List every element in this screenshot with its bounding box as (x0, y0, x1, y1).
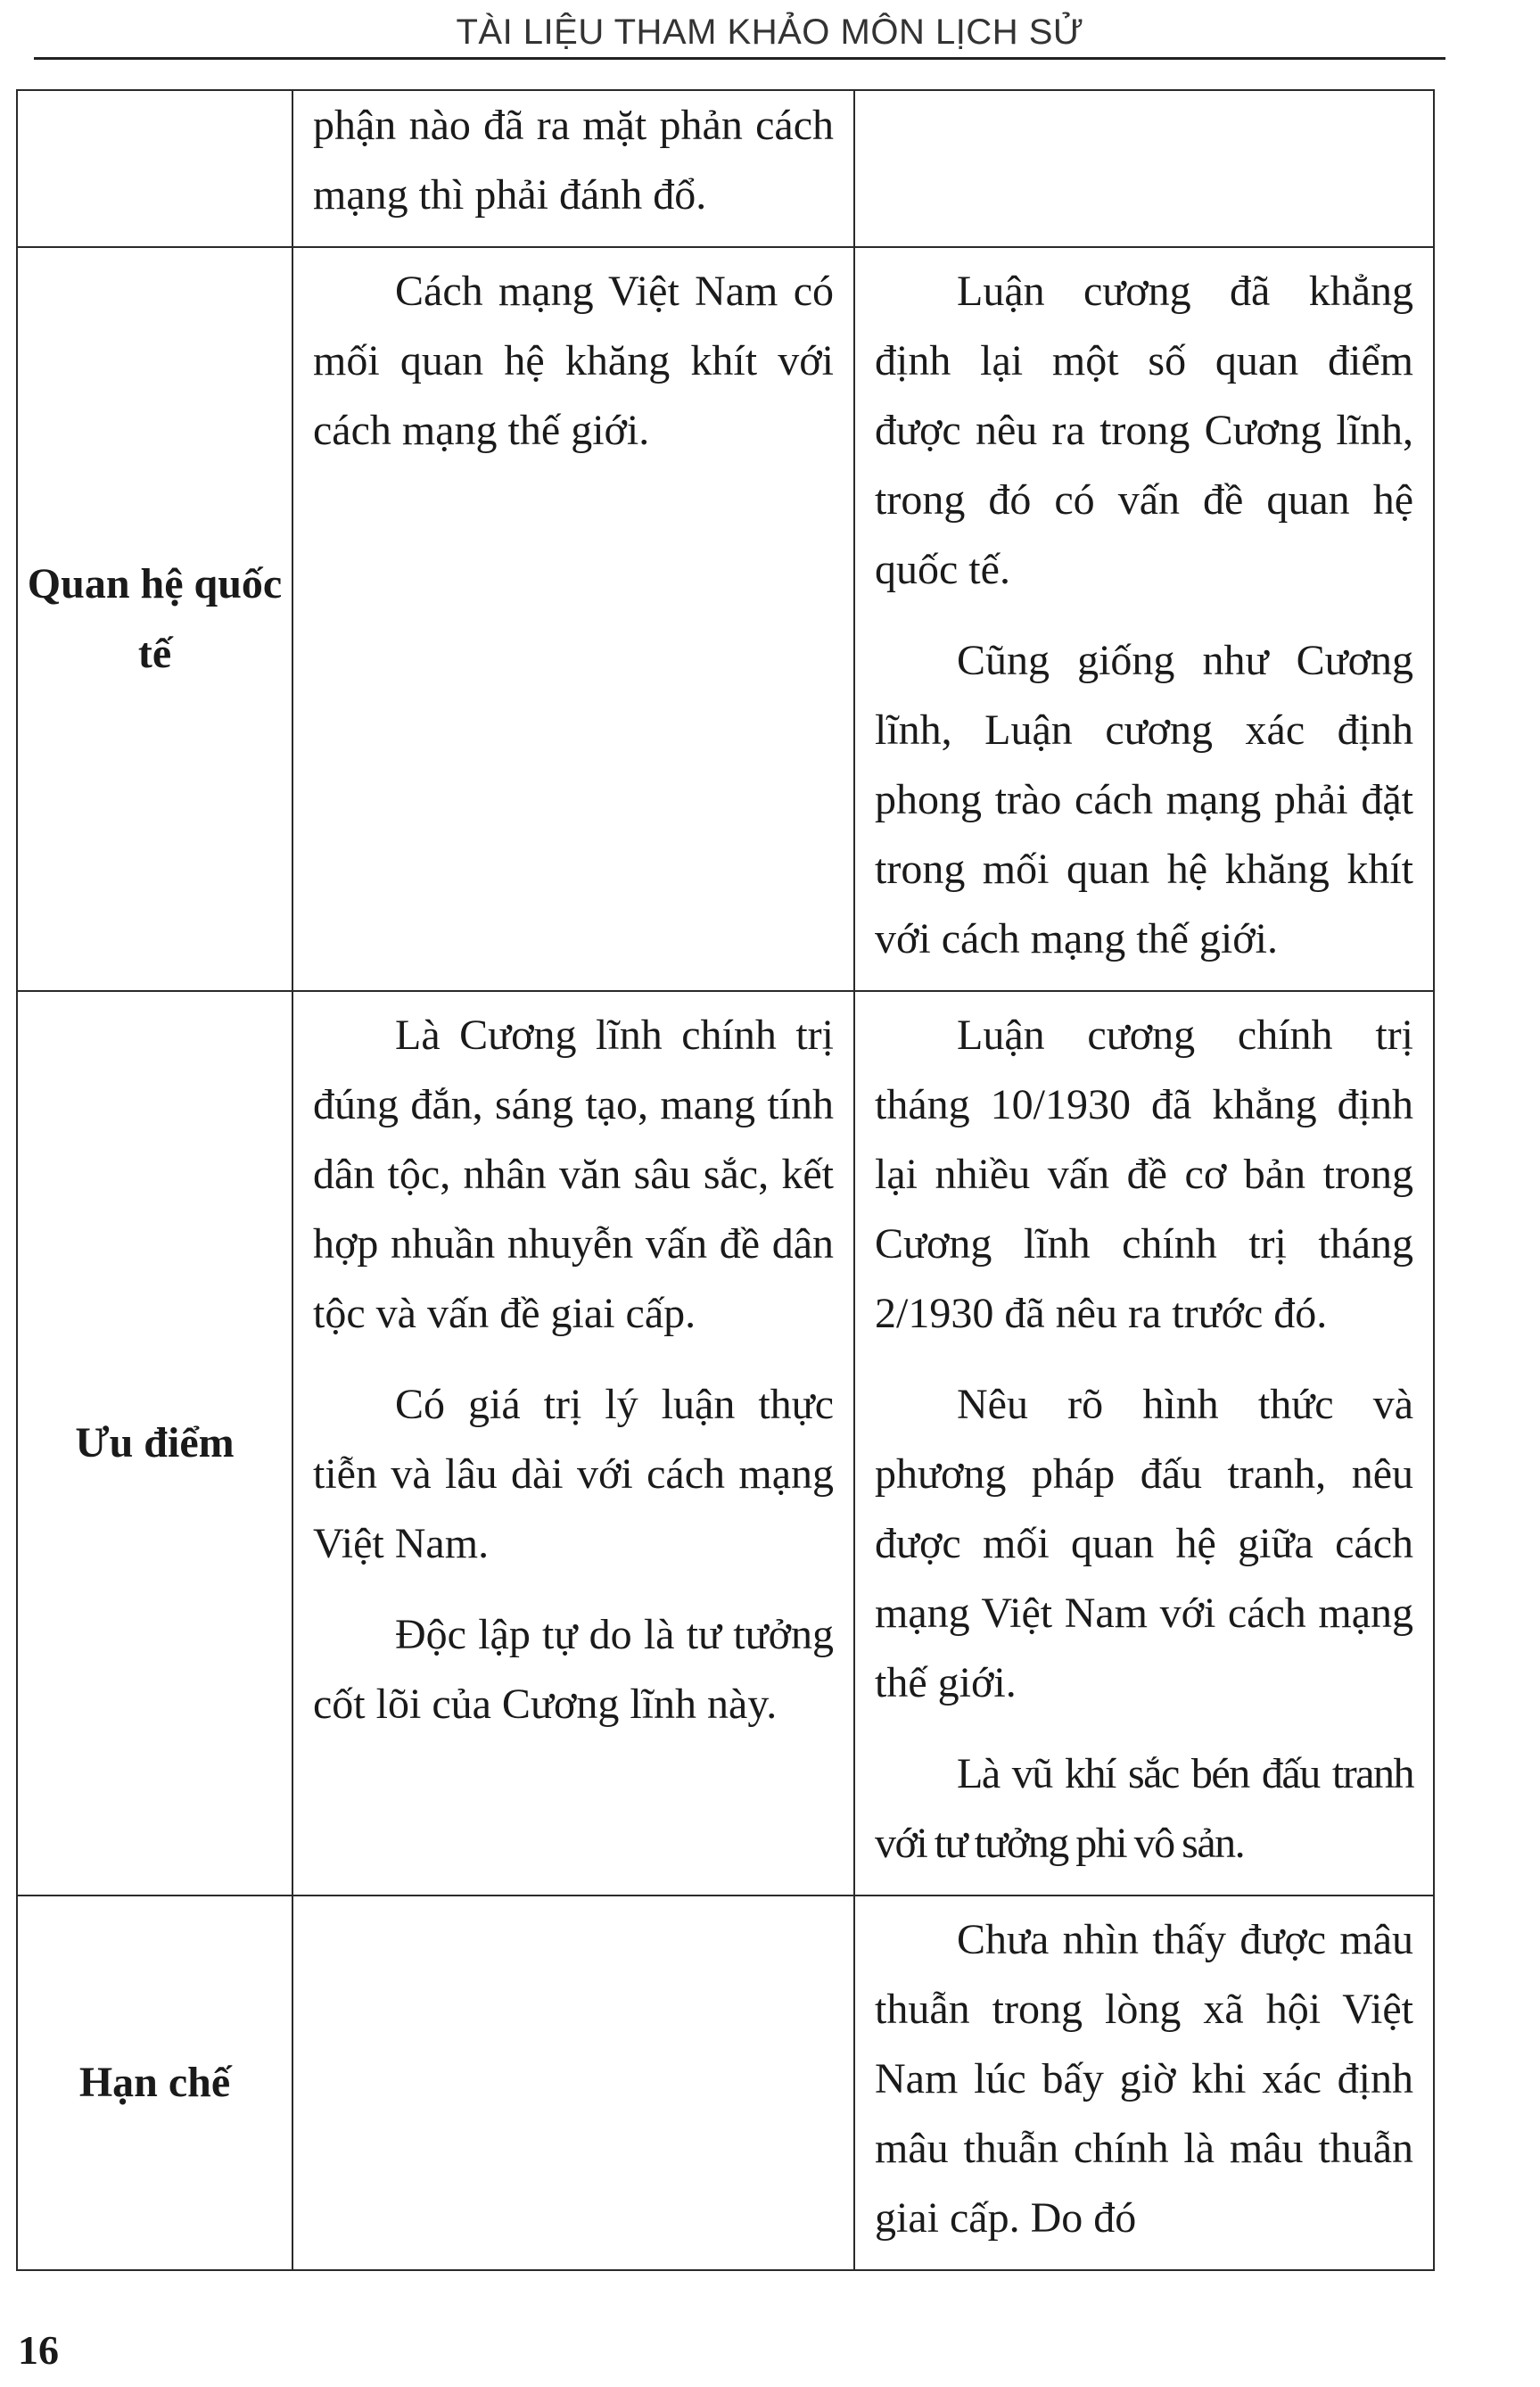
cuong-linh-cell (292, 90, 854, 247)
cell-paragraph: Độc lập tự do là tư tưởng cốt lõi của Cương lĩnh này. (313, 1611, 834, 1728)
cuong-linh-cell (292, 247, 854, 991)
comparison-table (16, 89, 1435, 2271)
cell-paragraph: Cũng giống như Cương lĩnh, Luận cương xác định phong trào cách mạng phải đặt trong mối quan hệ khăng khít với cách mạng thế giới. (875, 637, 1413, 962)
row-label: Hạn chế (17, 1896, 292, 2270)
cell-paragraph: Cách mạng Việt Nam có mối quan hệ khăng khít với cách mạng thế giới. (313, 268, 834, 454)
header-rule (34, 57, 1445, 60)
cuong-linh-cell (292, 991, 854, 1896)
table-row (17, 90, 1434, 247)
cell-paragraph: Là Cương lĩnh chính trị đúng đắn, sáng tạo, mang tính dân tộc, nhân văn sâu sắc, kết hợp nhuần nhuyễn vấn đề dân tộc và vấn đề giai cấp. (313, 1012, 834, 1337)
cell-paragraph: Chưa nhìn thấy được mâu thuẫn trong lòng xã hội Việt Nam lúc bấy giờ khi xác định mâu thuẫn chính là mâu thuẫn giai cấp. Do đó (875, 1916, 1413, 2242)
luan-cuong-cell (854, 247, 1434, 991)
cell-paragraph: Luận cương đã khẳng định lại một số quan điểm được nêu ra trong Cương lĩnh, trong đó có vấn đề quan hệ quốc tế. (875, 268, 1413, 593)
table-row (17, 247, 1434, 991)
cell-paragraph: Luận cương chính trị tháng 10/1930 đã khẳng định lại nhiều vấn đề cơ bản trong Cương lĩnh chính trị tháng 2/1930 đã nêu ra trước đó. (875, 1012, 1413, 1337)
row-label (17, 90, 292, 247)
page-number: 16 (18, 2327, 59, 2373)
luan-cuong-cell (854, 90, 1434, 247)
cuong-linh-cell (292, 1896, 854, 2270)
cell-paragraph: phận nào đã ra mặt phản cách mạng thì phải đánh đổ. (313, 102, 834, 219)
row-label: Quan hệ quốc tế (17, 247, 292, 991)
cell-paragraph: Nêu rõ hình thức và phương pháp đấu tranh, nêu được mối quan hệ giữa cách mạng Việt Nam với cách mạng thế giới. (875, 1381, 1413, 1706)
table-row (17, 991, 1434, 1896)
luan-cuong-cell (854, 1896, 1434, 2270)
table-row (17, 1896, 1434, 2270)
row-label: Ưu điểm (17, 991, 292, 1896)
cell-paragraph: Có giá trị lý luận thực tiễn và lâu dài với cách mạng Việt Nam. (313, 1381, 834, 1567)
running-title: TÀI LIỆU THAM KHẢO MÔN LỊCH SỬ (456, 12, 1084, 52)
luan-cuong-cell (854, 991, 1434, 1896)
cell-paragraph: Là vũ khí sắc bén đấu tranh với tư tưởng phi vô sản. (875, 1750, 1413, 1867)
